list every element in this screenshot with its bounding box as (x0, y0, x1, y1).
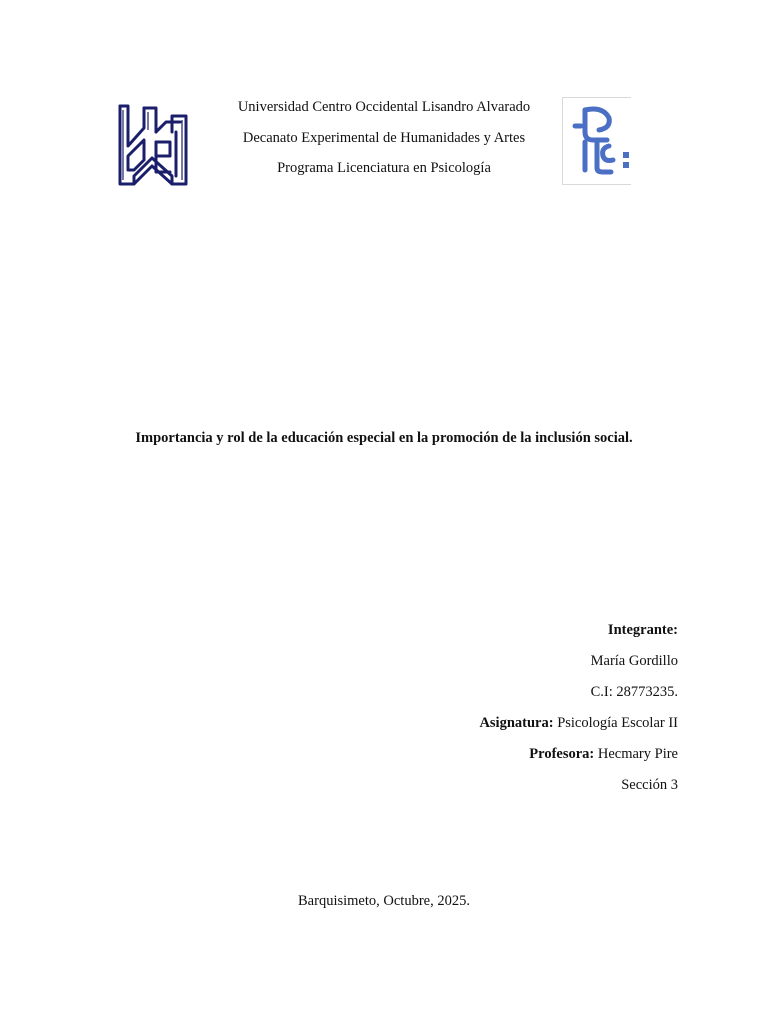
place-and-date: Barquisimeto, Octubre, 2025. (298, 893, 470, 909)
integrante-label: Integrante: (607, 622, 678, 638)
section-number: Sección 3 (621, 777, 678, 793)
subject-line (318, 708, 678, 739)
student-name: María Gordillo (590, 653, 678, 669)
professor-line (318, 739, 678, 770)
subject-label: Asignatura: (479, 715, 554, 731)
document-title: Importancia y rol de la educación especial en la promoción de la inclusión social. (135, 430, 633, 446)
subject-value: Psicología Escolar II (557, 715, 678, 731)
faculty-name: Decanato Experimental de Humanidades y Artes (242, 129, 526, 146)
professor-label: Profesora: (529, 746, 595, 762)
student-info (318, 615, 678, 801)
professor-value: Hecmary Pire (597, 746, 678, 762)
institution-header (200, 92, 568, 184)
ucla-logo-icon (114, 102, 192, 188)
university-name: Universidad Centro Occidental Lisandro Alvarado (237, 99, 531, 115)
dehya-logo-icon (562, 97, 631, 185)
student-id: C.I: 28773235. (590, 684, 678, 700)
program-name: Programa Licenciatura en Psicología (277, 160, 491, 176)
